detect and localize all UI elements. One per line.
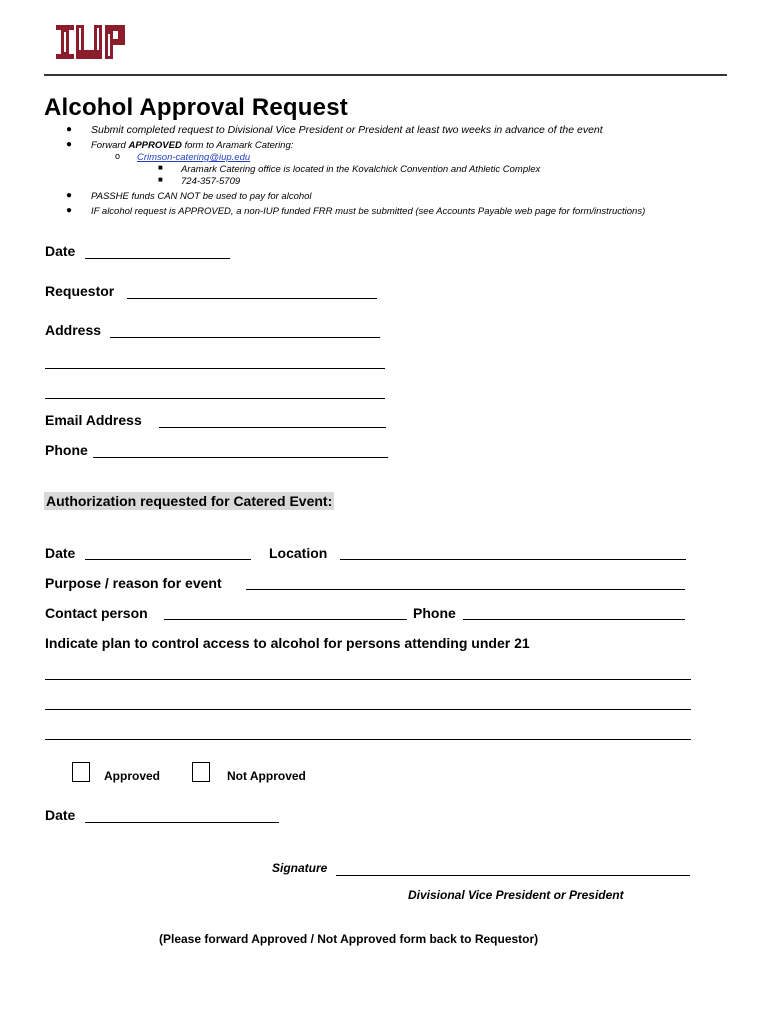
email-link[interactable]: Crimson-catering@iup.edu [137,152,251,163]
requestor-field[interactable] [127,298,377,299]
aramark-location: Aramark Catering office is located in the Kovalchick Convention and Athletic Complex [181,164,541,175]
aramark-phone: 724-357-5709 [181,176,241,187]
bullet-icon: ● [66,205,73,216]
purpose-label: Purpose / reason for event [45,575,222,591]
address-field-line2[interactable] [45,368,385,369]
sub-bullet-icon: ■ [158,175,163,184]
signer-title: Divisional Vice President or President [408,888,624,902]
contact-phone-label: Phone [413,605,456,621]
signature-label: Signature [272,861,328,875]
location-label: Location [269,545,328,561]
header-rule [44,74,727,76]
event-date-field[interactable] [85,559,251,560]
contact-field[interactable] [164,619,407,620]
bullet-icon: ● [66,139,73,150]
bullet-submit: Submit completed request to Divisional Vice President or President at least two weeks in advance of the event [91,124,603,136]
requestor-label: Requestor [45,283,115,299]
section-heading: Authorization requested for Catered Event: [46,493,333,509]
approval-date-field[interactable] [85,822,279,823]
plan-field-line2[interactable] [45,709,691,710]
date-label: Date [45,243,76,259]
approved-label: Approved [104,769,161,783]
not-approved-label: Not Approved [227,769,306,783]
approved-checkbox[interactable] [72,762,90,782]
contact-phone-field[interactable] [463,619,685,620]
bullet-passhe: PASSHE funds CAN NOT be used to pay for alcohol [91,191,312,202]
signature-field[interactable] [336,875,690,876]
plan-label: Indicate plan to control access to alcohol for persons attending under 21 [45,635,530,651]
email-field[interactable] [159,427,386,428]
bullet-icon: ● [66,190,73,201]
sub-bullet-icon: o [115,151,121,161]
approval-date-label: Date [45,807,76,823]
page-title: Alcohol Approval Request [44,94,348,121]
purpose-field[interactable] [246,589,685,590]
phone-field[interactable] [93,457,388,458]
email-label: Email Address [45,412,142,428]
plan-field-line1[interactable] [45,679,691,680]
phone-label: Phone [45,442,88,458]
sub-bullet-icon: ■ [158,163,163,172]
address-field[interactable] [110,337,380,338]
bullet-frr: IF alcohol request is APPROVED, a non-IUP funded FRR must be submitted (see Accounts Payable web page for form/instructions) [91,206,646,217]
footer-note: (Please forward Approved / Not Approved form back to Requestor) [159,932,539,946]
not-approved-checkbox[interactable] [192,762,210,782]
event-date-label: Date [45,545,76,561]
location-field[interactable] [340,559,686,560]
iup-logo [54,22,128,62]
date-field[interactable] [85,258,230,259]
bullet-icon: ● [66,124,73,135]
address-field-line3[interactable] [45,398,385,399]
bullet-forward: Forward APPROVED form to Aramark Catering: [91,140,294,151]
plan-field-line3[interactable] [45,739,691,740]
contact-label: Contact person [45,605,148,621]
address-label: Address [45,322,102,338]
